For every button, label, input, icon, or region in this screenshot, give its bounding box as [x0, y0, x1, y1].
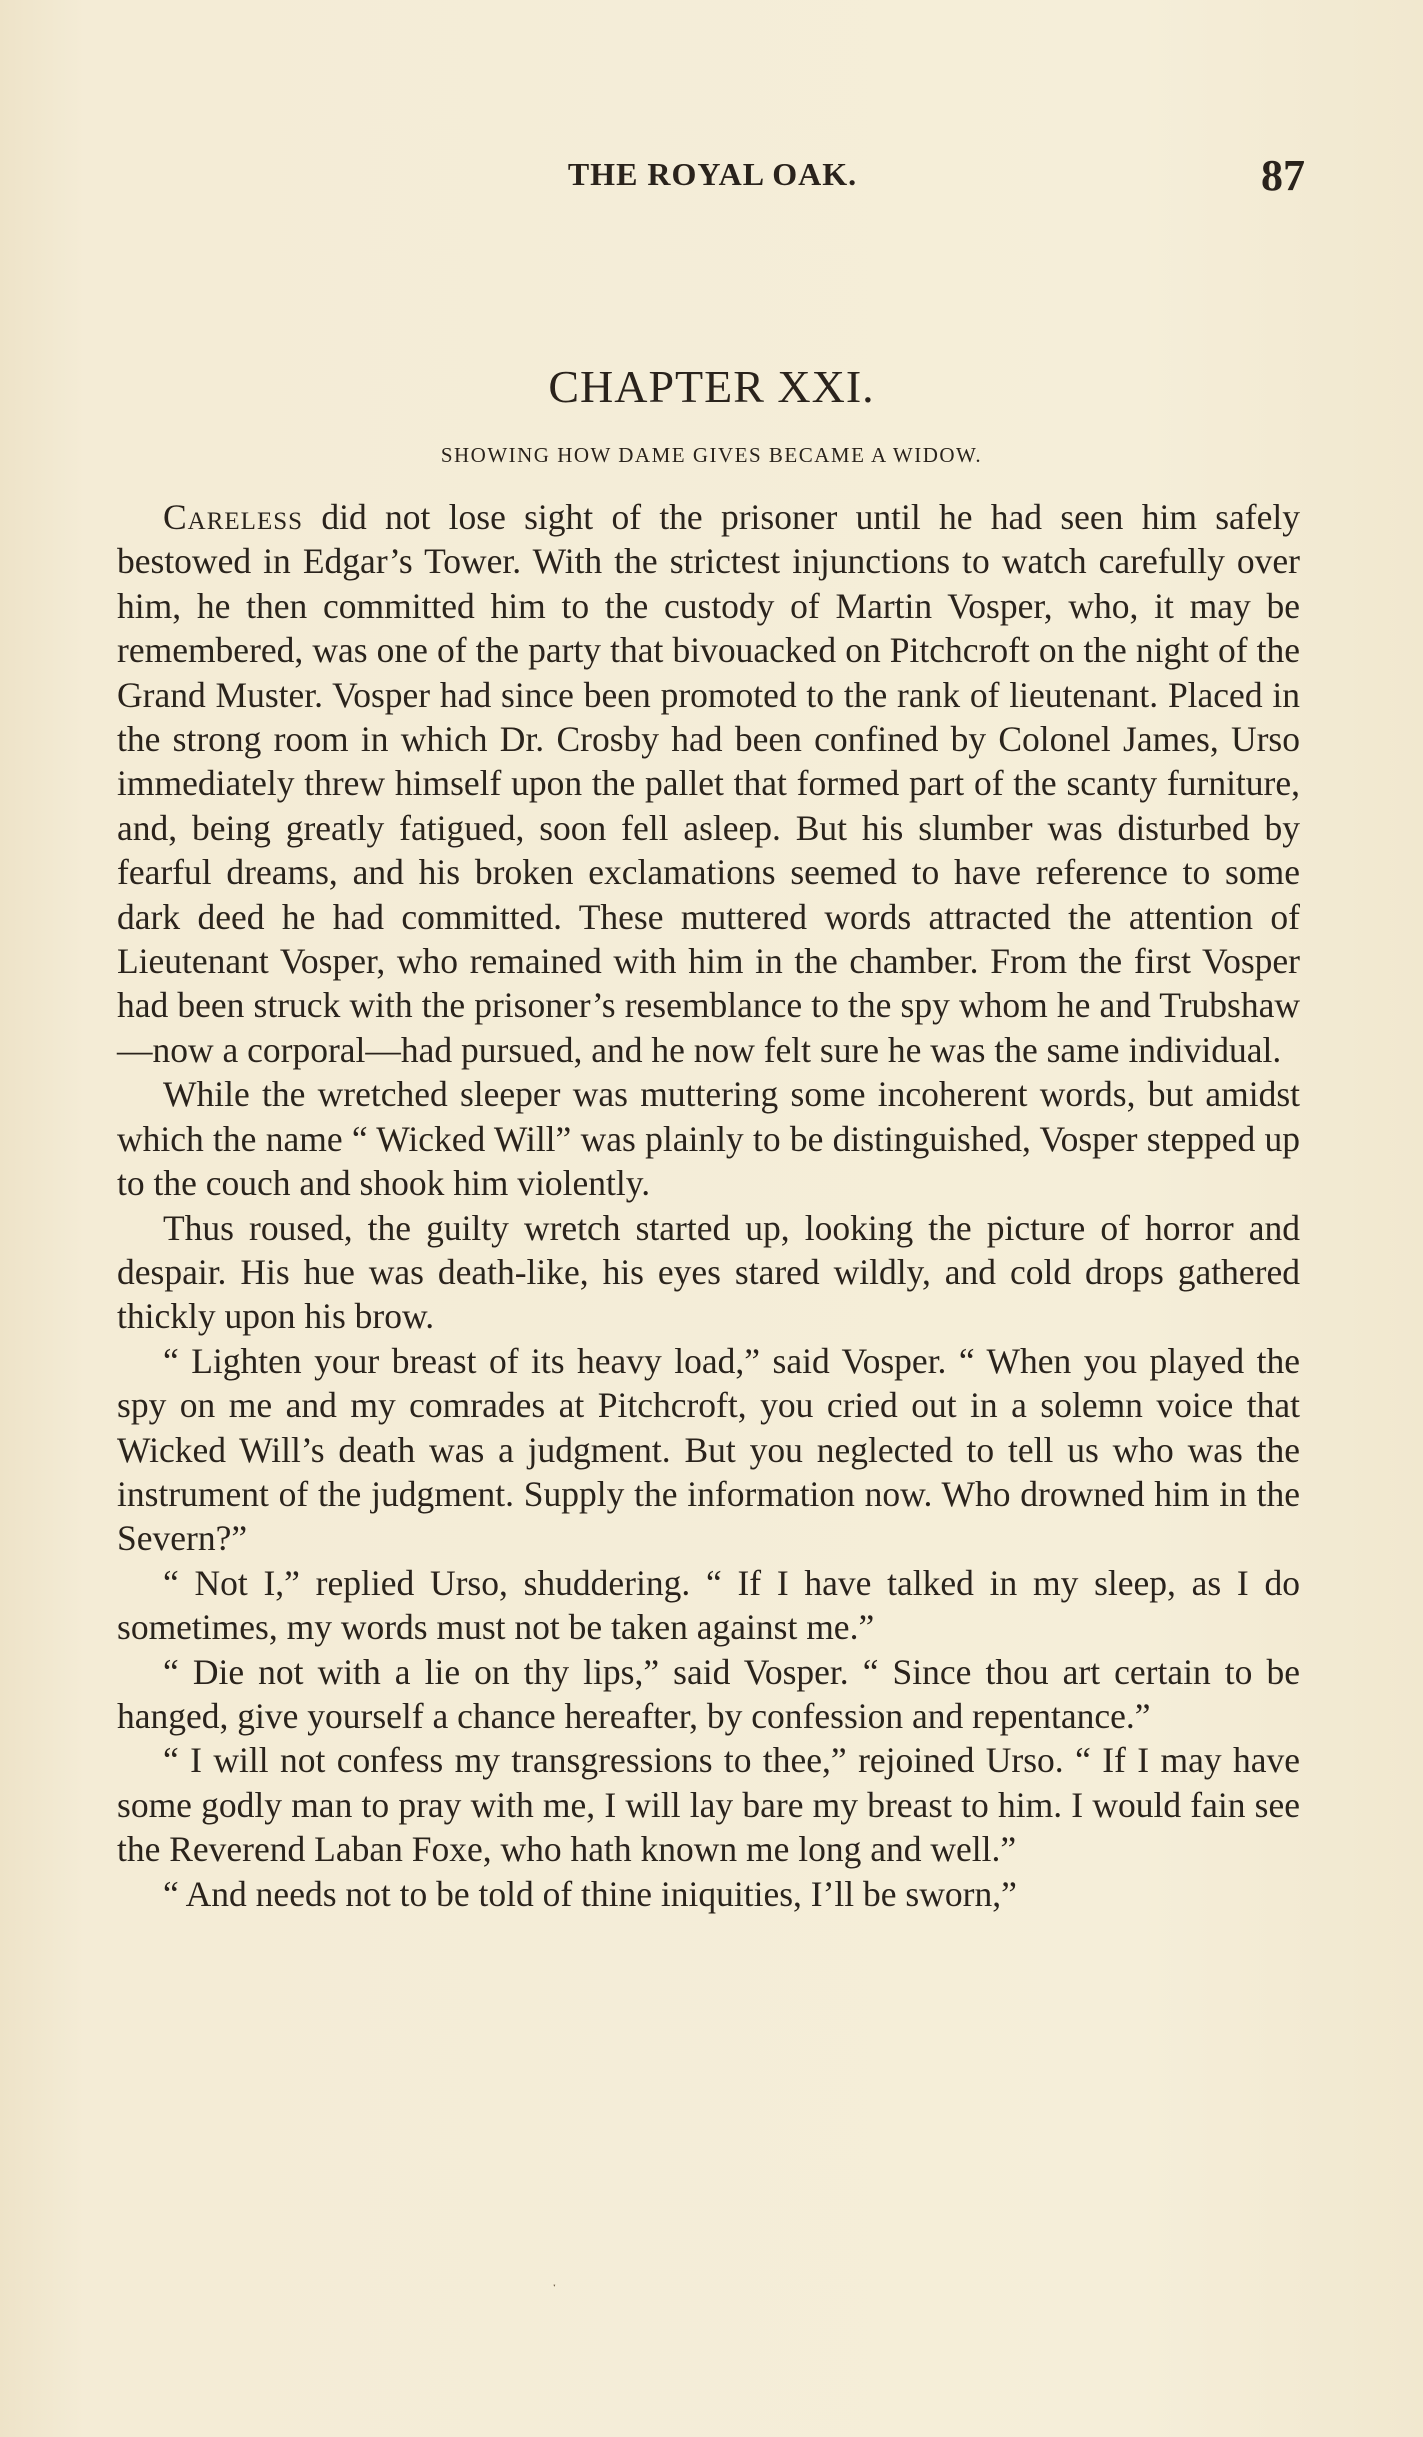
paragraph-2: While the wretched sleeper was muttering some incoherent words, but amidst which the name “ Wicked Will” was plainly to be distinguished, Vosper stepped up to the couch and shook him violently. — [117, 1074, 1300, 1204]
ink-speck: ˑ — [552, 2279, 557, 2295]
paragraph-8: “ And needs not to be told of thine iniquities, I’ll be sworn,” — [163, 1873, 1017, 1914]
chapter-subtitle: SHOWING HOW DAME GIVES BECAME A WIDOW. — [440, 443, 983, 467]
running-head — [120, 150, 1305, 200]
paragraph-1 — [117, 495, 1300, 1072]
running-title: THE ROYAL OAK. — [567, 156, 858, 192]
paragraph-4: “ Lighten your breast of its heavy load,” said Vosper. “ When you played the spy on me and my comrades at Pitchcroft, you cried out in a solemn voice that Wicked Will’s death was a judgment. But you neglected to tell us who was the instrument of the judgment. Supply the information now. Who drowned him in the Severn?” — [117, 1340, 1300, 1559]
page-number: 87 — [1261, 151, 1305, 200]
body-text — [117, 495, 1300, 1916]
paragraph-1-lead: Careless — [163, 497, 304, 537]
paragraph-5: “ Not I,” replied Urso, shuddering. “ If I have talked in my sleep, as I do sometimes, my words must not be taken against me.” — [117, 1562, 1300, 1648]
paragraph-6: “ Die not with a lie on thy lips,” said Vosper. “ Since thou art certain to be hanged, give yourself a chance hereafter, by confession and repentance.” — [117, 1651, 1300, 1736]
paragraph-3: Thus roused, the guilty wretch started up, looking the picture of horror and despair. His hue was death-like, his eyes stared wildly, and cold drops gathered thickly upon his brow. — [117, 1207, 1300, 1337]
chapter-title: CHAPTER XXI. — [548, 361, 875, 412]
paragraph-1-text: did not lose sight of the prisoner until he had seen him safely bestowed in Edgar’s Tower. With the strictest injunctions to watch carefully over him, he then committed him to the custody of Martin Vosper, who, it may be remembered, was one of the party that bivouacked on Pitchcroft on the night of the Grand Muster. Vosper had since been promoted to the rank of lieutenant. Placed in the strong room in which Dr. Crosby had been confined by Colonel James, Urso immediately threw himself upon the pallet that formed part of the scanty furniture, and, being greatly fatigued, soon fell asleep. But his slumber was disturbed by fearful dreams, and his broken exclamations seemed to have reference to some dark deed he had committed. These muttered words attracted the attention of Lieutenant Vosper, who remained with him in the chamber. From the first Vosper had been struck with the prisoner’s resemblance to the spy whom he and Trubshaw—now a corporal—had pursued, and he now felt sure he was the same individual. — [117, 497, 1300, 1070]
paragraph-7: “ I will not confess my transgressions to thee,” rejoined Urso. “ If I may have some godly man to pray with me, I will lay bare my breast to him. I would fain see the Reverend Laban Foxe, who hath known me long and well.” — [117, 1740, 1300, 1870]
